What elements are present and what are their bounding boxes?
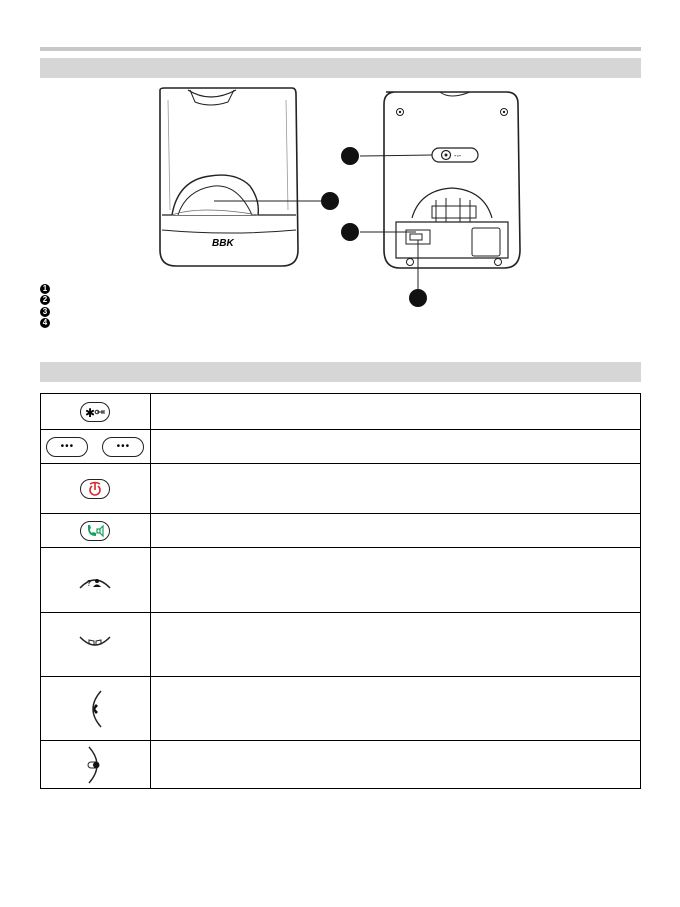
nav-down-phonebook-icon xyxy=(78,635,112,655)
table-row xyxy=(41,741,641,789)
nav-left-redial-icon xyxy=(85,689,105,729)
table-row xyxy=(41,677,641,741)
svg-text:3: 3 xyxy=(347,228,353,238)
legend-item xyxy=(40,318,56,330)
svg-text:-◦-: -◦- xyxy=(454,153,462,160)
power-end-icon xyxy=(80,479,110,499)
callout-3 xyxy=(341,223,359,241)
svg-text:?: ? xyxy=(87,579,92,588)
star-key-icon xyxy=(80,402,110,422)
right-soft-key-icon: ••• xyxy=(102,437,144,457)
base-station-figure xyxy=(0,0,680,360)
icon-cell xyxy=(41,514,151,548)
icon-cell xyxy=(41,613,151,677)
icon-cell xyxy=(41,677,151,741)
icon-cell xyxy=(41,394,151,430)
legend-number: 3 xyxy=(40,307,50,317)
legend-item xyxy=(40,306,56,318)
icon-cell xyxy=(41,741,151,789)
icon-cell xyxy=(41,548,151,613)
key-description xyxy=(150,548,640,613)
section-header-2 xyxy=(40,362,641,382)
table-row xyxy=(41,394,641,430)
table-row xyxy=(41,613,641,677)
svg-text:1: 1 xyxy=(347,152,353,162)
icon-cell xyxy=(41,464,151,514)
call-speaker-icon xyxy=(80,521,110,541)
callout-1 xyxy=(341,147,359,165)
keys-table xyxy=(40,393,641,789)
table-row xyxy=(41,430,641,464)
key-description xyxy=(150,741,640,789)
icon-cell xyxy=(41,430,151,464)
bbk-logo: BBK xyxy=(212,238,234,249)
key-description xyxy=(150,464,640,514)
svg-text:4: 4 xyxy=(415,294,421,304)
key-description xyxy=(150,613,640,677)
legend-number: 1 xyxy=(40,284,50,294)
nav-up-caller-id-icon xyxy=(78,570,112,590)
legend-number: 2 xyxy=(40,295,50,305)
svg-text:✱: ✱ xyxy=(85,405,96,418)
key-description xyxy=(150,514,640,548)
key-description xyxy=(150,677,640,741)
key-description xyxy=(150,430,640,464)
figure-legend xyxy=(40,283,56,329)
table-row xyxy=(41,464,641,514)
left-soft-key-icon: ••• xyxy=(46,437,88,457)
front-view xyxy=(160,88,298,266)
key-description xyxy=(150,394,640,430)
table-row xyxy=(41,548,641,613)
table-row xyxy=(41,514,641,548)
callout-4 xyxy=(409,289,427,307)
back-view xyxy=(384,92,520,268)
nav-right-toggle-icon xyxy=(85,745,105,785)
legend-item xyxy=(40,283,56,295)
svg-text:2: 2 xyxy=(327,197,333,207)
legend-item xyxy=(40,295,56,307)
legend-number: 4 xyxy=(40,318,50,328)
callout-2 xyxy=(321,192,339,210)
